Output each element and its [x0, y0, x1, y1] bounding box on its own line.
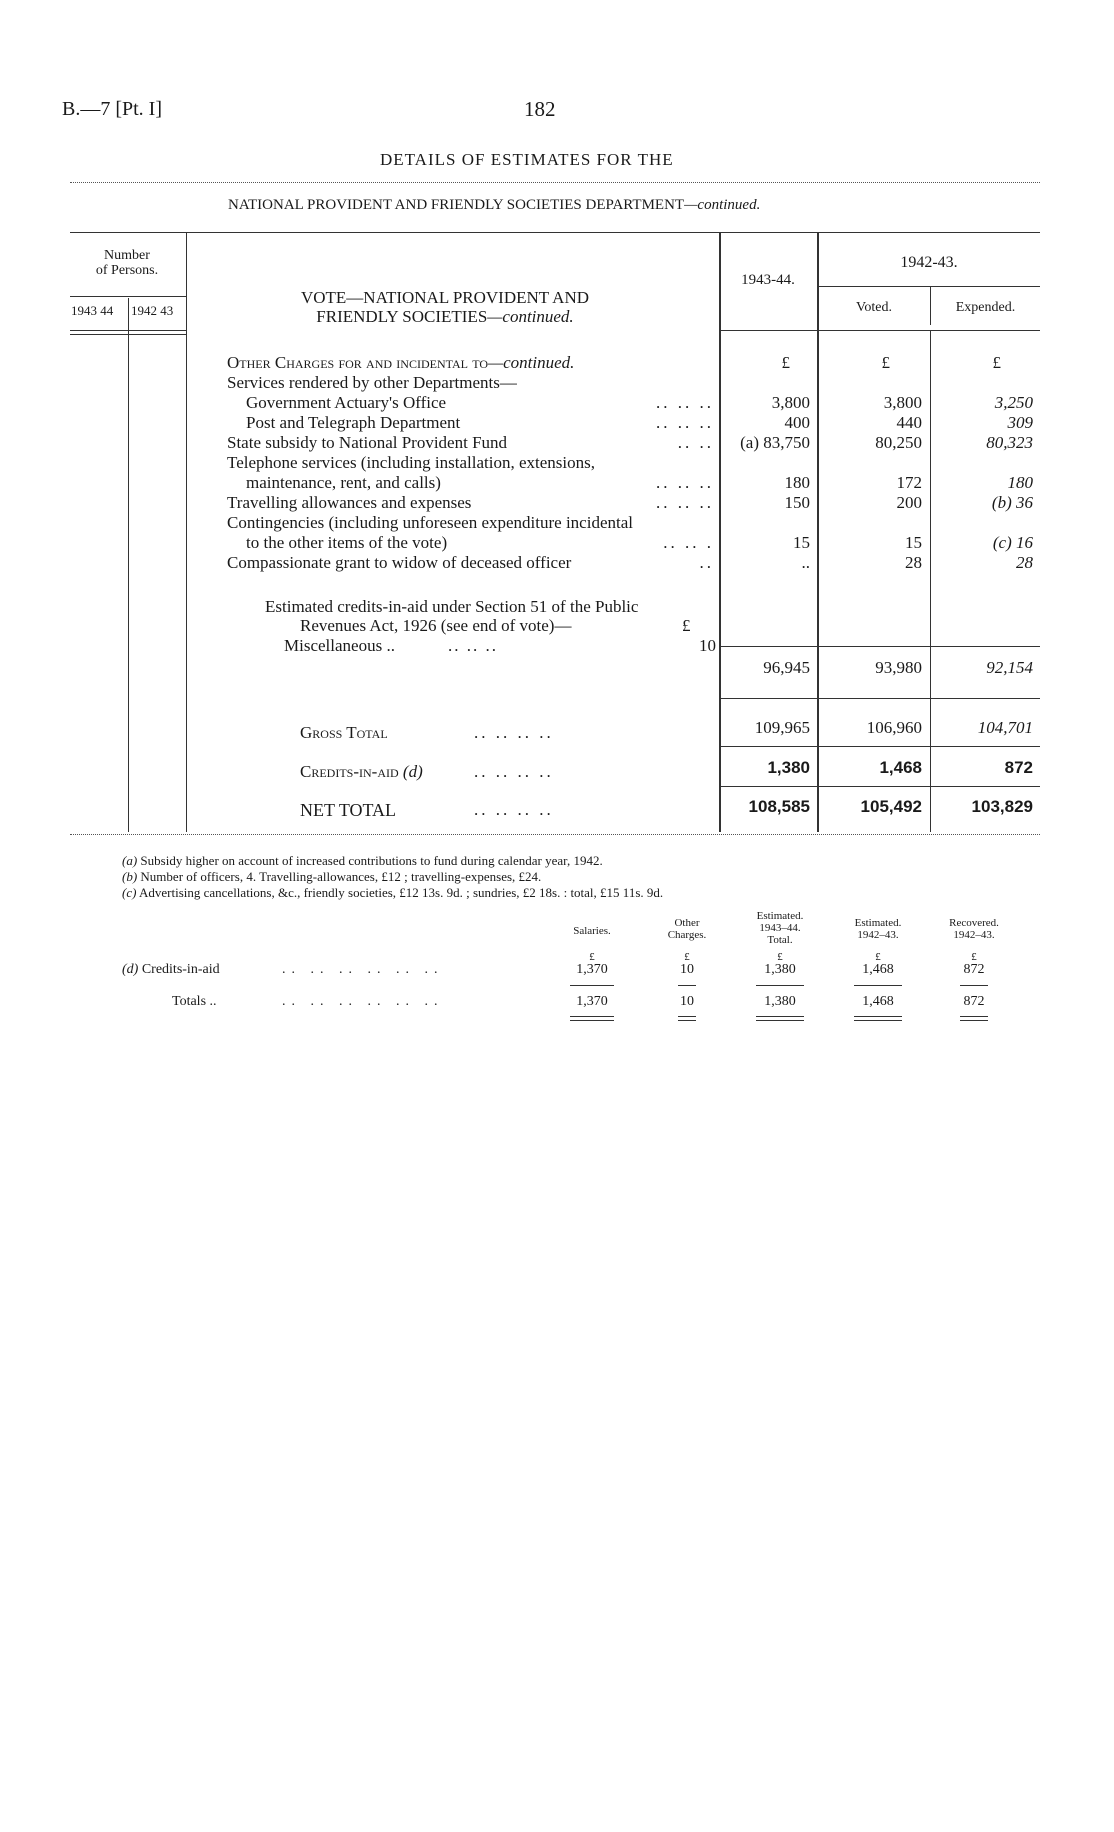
line-item-leader: .. .. . [663, 533, 714, 552]
col-header-1942: 1942-43. [900, 254, 958, 271]
ct-row1-label [122, 962, 220, 978]
persons-year-b: 1942 43 [131, 303, 174, 318]
vote-title-suffix: —continued. [487, 307, 574, 326]
line-item-1943: 180 [784, 473, 810, 492]
section-heading-text: Other Charges for and incidental to [227, 353, 489, 372]
vote-title-line2 [220, 307, 670, 326]
credits-note-line1: Estimated credits-in-aid under Section 51 of the Public [265, 597, 639, 616]
line-item-voted: 440 [896, 413, 922, 432]
line-item-expended: 309 [1007, 413, 1033, 432]
line-item-text: Telephone services (including installation, extensions, [227, 453, 595, 472]
credits-in-aid-expended: 872 [1004, 758, 1033, 777]
ct-currency-salaries: £ [589, 951, 595, 963]
table-bottom-rule [70, 834, 1040, 835]
rule-1942-left [817, 232, 819, 832]
line-item-voted: 80,250 [875, 433, 922, 452]
line-item-leader: .. .. [677, 433, 714, 452]
line-item-1943: 15 [793, 533, 810, 552]
header-rule [70, 182, 1040, 183]
subtotal-voted: 93,980 [875, 658, 922, 677]
ct-currency-est42: £ [875, 951, 881, 963]
ct-header-est42-2: 1942–43. [857, 929, 899, 941]
line-item-leader: .. .. .. [656, 413, 714, 432]
ct-row1-salaries: 1,370 [576, 962, 608, 977]
persons-year-rule-2 [70, 334, 186, 335]
ct-header-est-1942 [838, 917, 918, 941]
rule-persons-mid [128, 298, 129, 832]
persons-label [70, 248, 184, 278]
ct-currency-est: £ [777, 951, 783, 963]
ct-row1-est-1942: 1,468 [862, 962, 894, 977]
credits-in-aid-leader: .. .. .. .. [474, 762, 554, 781]
gross-total-rule [720, 746, 1040, 747]
net-total-1943: 108,585 [748, 797, 810, 816]
line-item-1943: 3,800 [771, 393, 810, 412]
credits-note-currency: £ [682, 616, 691, 635]
table-top-rule [70, 232, 1040, 233]
credits-in-aid-label [300, 762, 423, 782]
subtotal-bottom-rule [720, 698, 1040, 699]
misc-leader: .. .. .. [448, 636, 498, 655]
gross-total-1943: 109,965 [754, 718, 810, 737]
line-item-voted: 28 [905, 553, 922, 572]
ct-header-rec-2: 1942–43. [953, 929, 995, 941]
line-item-text: Contingencies (including unforeseen expenditure incidental [227, 513, 633, 532]
ct-row2-est-total: 1,380 [764, 994, 796, 1009]
credits-in-aid-ref: (d) [402, 762, 423, 781]
line-item-leader: .. [699, 553, 714, 572]
vote-title-name: FRIENDLY SOCIETIES [316, 307, 488, 326]
ct-row2-leader: .. .. .. .. .. .. [282, 994, 444, 1009]
line-item-voted: 15 [905, 533, 922, 552]
ct-row2-label: Totals .. [172, 994, 217, 1009]
net-total-voted: 105,492 [860, 797, 922, 816]
line-item-text: to the other items of the vote) [246, 533, 448, 552]
misc-label: Miscellaneous .. [284, 636, 395, 655]
page-number: 182 [524, 97, 556, 121]
net-total-expended: 103,829 [971, 797, 1033, 816]
currency-1943: £ [781, 353, 790, 372]
ct-dbl-other [678, 1016, 696, 1021]
line-item-expended: 3,250 [994, 393, 1033, 412]
line-item-text: Travelling allowances and expenses [227, 493, 472, 512]
credits-in-aid-rule [720, 786, 1040, 787]
line-item-voted: 3,800 [883, 393, 922, 412]
line-item-text: State subsidy to National Provident Fund [227, 433, 508, 452]
ct-header-rec-1: Recovered. [949, 917, 999, 929]
line-item-expended: (c) 16 [992, 533, 1033, 552]
persons-label-line2: of Persons. [95, 263, 159, 278]
col-header-1943: 1943-44. [741, 272, 795, 288]
persons-year-rule [70, 330, 186, 331]
persons-label-line1: Number [104, 248, 150, 263]
ct-header-salaries: Salaries. [573, 925, 611, 937]
ct-row1-recovered: 872 [963, 962, 985, 977]
credits-in-aid-voted: 1,468 [879, 758, 922, 777]
footnote-b-text: Number of officers, 4. Travelling-allowances, £12 ; travelling-expenses, £24. [140, 869, 542, 884]
ct-row2-recovered: 872 [963, 994, 985, 1009]
line-item-expended: (b) 36 [991, 493, 1033, 512]
ct-header-est-3: Total. [767, 934, 793, 946]
line-item-text: Services rendered by other Departments— [227, 373, 517, 392]
ct-header-est-2: 1943–44. [759, 922, 801, 934]
subtotal-1943: 96,945 [763, 658, 810, 677]
line-item-expended: 28 [1016, 553, 1033, 572]
footnote-b-mark: (b) [122, 869, 138, 884]
col-1942-rule [818, 286, 1040, 287]
line-item-leader: .. .. .. [656, 473, 714, 492]
line-item-leader: .. .. .. [656, 393, 714, 412]
ct-row2-est-1942: 1,468 [862, 994, 894, 1009]
ct-currency-other: £ [684, 951, 690, 963]
line-item-leader: .. .. .. [656, 493, 714, 512]
department-suffix: —continued. [684, 197, 761, 213]
net-total-label: NET TOTAL [300, 800, 397, 820]
rule-persons-right [186, 232, 187, 832]
credits-in-aid-text: Credits-in-aid [300, 762, 399, 781]
section-heading [227, 353, 574, 373]
vote-title-line1: VOTE—NATIONAL PROVIDENT AND [300, 288, 590, 307]
line-item-1943: 150 [784, 493, 810, 512]
col-header-expended: Expended. [955, 300, 1016, 315]
currency-voted: £ [881, 353, 890, 372]
line-item-voted: 200 [896, 493, 922, 512]
line-item-1943: 400 [784, 413, 810, 432]
persons-header-rule [70, 296, 186, 297]
line-item-text: Compassionate grant to widow of deceased officer [227, 553, 572, 572]
ct-row2-salaries: 1,370 [576, 994, 608, 1009]
ct-dbl-rec [960, 1016, 988, 1021]
page-title: DETAILS OF ESTIMATES FOR THE [380, 150, 674, 169]
persons-year-a: 1943 44 [71, 303, 114, 318]
ct-dbl-est [756, 1016, 804, 1021]
currency-expended: £ [992, 353, 1001, 372]
net-total-leader: .. .. .. .. [474, 800, 554, 819]
department-title [228, 197, 760, 214]
line-item-text: maintenance, rent, and calls) [246, 473, 441, 492]
footnote-c-text: Advertising cancellations, &c., friendly societies, £12 13s. 9d. ; sundries, £2 18s. : total, £15 11s. 9d. [138, 885, 664, 900]
ct-dbl-est42 [854, 1016, 902, 1021]
ct-sep-other [678, 985, 696, 986]
section-heading-suffix: —continued. [488, 353, 575, 372]
ct-sep-salaries [570, 985, 614, 986]
ct-sep-est42 [854, 985, 902, 986]
credits-note-line2: Revenues Act, 1926 (see end of vote)— [300, 616, 572, 635]
gross-total-leader: .. .. .. .. [474, 723, 554, 742]
footnote-a-text: Subsidy higher on account of increased contributions to fund during calendar year, 1942. [140, 853, 603, 868]
footnote-a-mark: (a) [122, 853, 138, 868]
misc-value: 10 [699, 636, 716, 655]
page-ref: B.—7 [Pt. I] [62, 98, 162, 120]
footnote-a [122, 853, 603, 869]
subtotal-rule [720, 646, 1040, 647]
footnote-c-mark: (c) [122, 885, 137, 900]
rule-1943-left [719, 232, 721, 832]
ct-currency-rec: £ [971, 951, 977, 963]
ct-header-other [652, 917, 722, 941]
ct-header-recovered [934, 917, 1014, 941]
vote-title [220, 288, 670, 326]
ct-sep-est [756, 985, 804, 986]
line-item-voted: 172 [896, 473, 922, 492]
line-item-text: Post and Telegraph Department [246, 413, 461, 432]
ct-header-est-1: Estimated. [756, 910, 804, 922]
footnote-c [122, 885, 663, 901]
line-item-expended: 80,323 [986, 433, 1033, 452]
ct-row1-other: 10 [680, 962, 694, 977]
gross-total-label: Gross Total [300, 723, 388, 742]
subtotal-expended: 92,154 [986, 658, 1033, 677]
credits-in-aid-1943: 1,380 [767, 758, 810, 777]
line-item-expended: 180 [1007, 473, 1033, 492]
department-name: NATIONAL PROVIDENT AND FRIENDLY SOCIETIES DEPARTMENT [228, 197, 685, 213]
ct-header-other-1: Other [674, 917, 700, 929]
col-header-rule [720, 330, 1040, 331]
gross-total-expended: 104,701 [977, 718, 1033, 737]
line-item-1943: (a) 83,750 [740, 433, 810, 452]
ct-header-other-2: Charges. [667, 929, 707, 941]
ct-row1-leader: .. .. .. .. .. .. [282, 962, 444, 977]
ct-row1-text: Credits-in-aid [141, 962, 220, 977]
ct-row2-other: 10 [680, 994, 694, 1009]
ct-row1-est-total: 1,380 [764, 962, 796, 977]
footnote-b [122, 869, 541, 885]
ct-header-est-total [740, 910, 820, 946]
ct-row1-mark: (d) [122, 962, 139, 977]
col-header-voted: Voted. [856, 300, 892, 315]
ct-sep-rec [960, 985, 988, 986]
ct-header-est42-1: Estimated. [854, 917, 902, 929]
line-item-1943: .. [801, 553, 810, 572]
ct-dbl-salaries [570, 1016, 614, 1021]
line-item-text: Government Actuary's Office [246, 393, 447, 412]
gross-total-voted: 106,960 [866, 718, 922, 737]
